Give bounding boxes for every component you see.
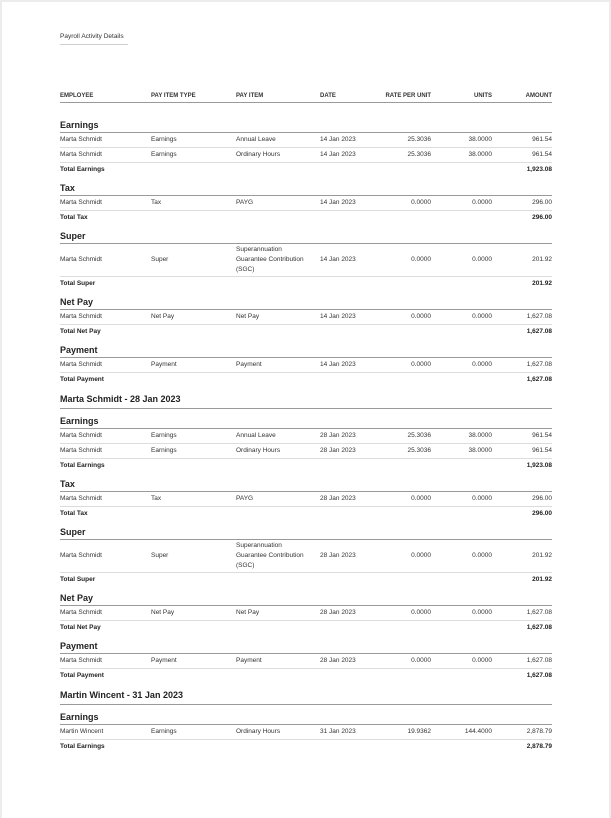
- cell-rate: 0.0000: [411, 657, 431, 664]
- cell-pay-item: Net Pay: [236, 609, 260, 616]
- cell-rate: 0.0000: [411, 256, 431, 263]
- cell-amount: 201.92: [532, 256, 552, 263]
- total-label: Total Payment: [60, 672, 104, 679]
- total-row: [60, 325, 552, 338]
- total-label: Total Net Pay: [60, 624, 101, 631]
- cell-units: 0.0000: [472, 495, 492, 502]
- cell-date: 28 Jan 2023: [320, 657, 356, 664]
- table-row: [60, 310, 552, 325]
- total-label: Total Earnings: [60, 462, 105, 469]
- group-title: Super: [60, 527, 552, 540]
- cell-units: 38.0000: [468, 447, 492, 454]
- cell-date: 28 Jan 2023: [320, 609, 356, 616]
- table-row: [60, 429, 552, 444]
- cell-units: 0.0000: [472, 199, 492, 206]
- cell-pay-item-type: Earnings: [151, 728, 177, 735]
- group-title: Super: [60, 231, 552, 244]
- cell-amount: 1,627.08: [526, 609, 552, 616]
- cell-employee: Marta Schmidt: [60, 151, 102, 158]
- total-row: [60, 163, 552, 176]
- col-pay-item-type: PAY ITEM TYPE: [151, 93, 196, 99]
- total-label: Total Payment: [60, 376, 104, 383]
- cell-rate: 0.0000: [411, 495, 431, 502]
- cell-date: 14 Jan 2023: [320, 136, 356, 143]
- cell-rate: 25.3036: [407, 447, 431, 454]
- group-title: Earnings: [60, 120, 552, 133]
- table-row: [60, 606, 552, 621]
- group-title: Earnings: [60, 416, 552, 429]
- cell-amount: 296.00: [532, 495, 552, 502]
- cell-employee: Marta Schmidt: [60, 199, 102, 206]
- report-title: Payroll Activity Details: [60, 33, 128, 45]
- total-label: Total Super: [60, 576, 96, 583]
- cell-employee: Marta Schmidt: [60, 447, 102, 454]
- cell-pay-item-type: Tax: [151, 199, 162, 206]
- cell-date: 14 Jan 2023: [320, 199, 356, 206]
- cell-employee: Marta Schmidt: [60, 136, 102, 143]
- total-row: [60, 373, 552, 386]
- cell-rate: 25.3036: [407, 432, 431, 439]
- cell-employee: Marta Schmidt: [60, 657, 102, 664]
- cell-date: 28 Jan 2023: [320, 447, 356, 454]
- table-row: [60, 358, 552, 373]
- cell-units: 38.0000: [468, 151, 492, 158]
- group-title: Tax: [60, 479, 552, 492]
- cell-pay-item-type: Earnings: [151, 151, 177, 158]
- cell-pay-item: Ordinary Hours: [236, 447, 281, 454]
- section-title: Marta Schmidt - 28 Jan 2023: [60, 394, 552, 409]
- total-amount: 201.92: [532, 280, 552, 287]
- cell-pay-item-type: Earnings: [151, 432, 177, 439]
- cell-employee: Marta Schmidt: [60, 552, 102, 559]
- total-amount: 1,627.08: [526, 624, 552, 631]
- cell-units: 0.0000: [472, 361, 492, 368]
- cell-pay-item-type: Net Pay: [151, 609, 175, 616]
- col-employee: EMPLOYEE: [60, 93, 94, 99]
- cell-employee: Marta Schmidt: [60, 361, 102, 368]
- total-amount: 1,923.08: [526, 166, 552, 173]
- cell-pay-item: Net Pay: [236, 313, 260, 320]
- total-amount: 1,923.08: [526, 462, 552, 469]
- cell-rate: 19.9362: [407, 728, 431, 735]
- total-amount: 1,627.08: [526, 672, 552, 679]
- cell-rate: 25.3036: [407, 151, 431, 158]
- cell-units: 38.0000: [468, 432, 492, 439]
- cell-pay-item-type: Net Pay: [151, 313, 175, 320]
- cell-rate: 0.0000: [411, 199, 431, 206]
- total-row: [60, 621, 552, 634]
- cell-pay-item: Annual Leave: [236, 136, 276, 143]
- total-amount: 1,627.08: [526, 376, 552, 383]
- group-title: Earnings: [60, 712, 552, 725]
- cell-pay-item: Ordinary Hours: [236, 728, 281, 735]
- group-title: Payment: [60, 641, 552, 654]
- total-row: [60, 740, 552, 753]
- cell-pay-item: PAYG: [236, 495, 254, 502]
- total-row: [60, 573, 552, 586]
- col-rate-per-unit: RATE PER UNIT: [385, 93, 431, 99]
- total-amount: 2,878.79: [526, 743, 552, 750]
- total-row: [60, 507, 552, 520]
- total-row: [60, 211, 552, 224]
- table-row: [60, 540, 552, 573]
- col-amount: AMOUNT: [525, 93, 552, 99]
- total-label: Total Tax: [60, 510, 88, 517]
- table-row: [60, 196, 552, 211]
- cell-rate: 0.0000: [411, 361, 431, 368]
- section-title: Martin Wincent - 31 Jan 2023: [60, 690, 552, 705]
- cell-pay-item: Ordinary Hours: [236, 151, 281, 158]
- cell-pay-item-type: Earnings: [151, 447, 177, 454]
- total-label: Total Earnings: [60, 166, 105, 173]
- cell-date: 28 Jan 2023: [320, 495, 356, 502]
- cell-pay-item-type: Payment: [151, 657, 177, 664]
- total-amount: 296.00: [532, 214, 552, 221]
- table-row: [60, 244, 552, 277]
- table-row: [60, 654, 552, 669]
- report-section: [60, 394, 552, 682]
- cell-pay-item: Payment: [236, 657, 262, 664]
- table-row: [60, 725, 552, 740]
- cell-pay-item-type: Super: [151, 552, 169, 559]
- cell-date: 28 Jan 2023: [320, 552, 356, 559]
- total-amount: 201.92: [532, 576, 552, 583]
- col-pay-item: PAY ITEM: [236, 93, 264, 99]
- cell-amount: 961.54: [532, 432, 552, 439]
- cell-employee: Marta Schmidt: [60, 313, 102, 320]
- cell-amount: 1,627.08: [526, 361, 552, 368]
- cell-date: 14 Jan 2023: [320, 151, 356, 158]
- cell-employee: Marta Schmidt: [60, 256, 102, 263]
- cell-pay-item: PAYG: [236, 199, 254, 206]
- report-page: [2, 2, 609, 818]
- cell-date: 31 Jan 2023: [320, 728, 356, 735]
- total-row: [60, 669, 552, 682]
- cell-amount: 1,627.08: [526, 657, 552, 664]
- cell-pay-item-type: Payment: [151, 361, 177, 368]
- cell-amount: 296.00: [532, 199, 552, 206]
- cell-pay-item: Annual Leave: [236, 432, 276, 439]
- total-amount: 296.00: [532, 510, 552, 517]
- total-label: Total Earnings: [60, 743, 105, 750]
- cell-date: 14 Jan 2023: [320, 361, 356, 368]
- cell-amount: 961.54: [532, 151, 552, 158]
- cell-pay-item: Superannuation Guarantee Contribution (SGC): [236, 246, 304, 273]
- cell-rate: 0.0000: [411, 609, 431, 616]
- cell-rate: 25.3036: [407, 136, 431, 143]
- cell-date: 28 Jan 2023: [320, 432, 356, 439]
- cell-pay-item: Superannuation Guarantee Contribution (SGC): [236, 542, 304, 569]
- cell-amount: 961.54: [532, 447, 552, 454]
- cell-units: 144.4000: [464, 728, 492, 735]
- total-label: Total Net Pay: [60, 328, 101, 335]
- cell-pay-item-type: Super: [151, 256, 169, 263]
- cell-employee: Martin Wincent: [60, 728, 104, 735]
- group-title: Payment: [60, 345, 552, 358]
- cell-pay-item-type: Earnings: [151, 136, 177, 143]
- cell-pay-item: Payment: [236, 361, 262, 368]
- cell-rate: 0.0000: [411, 552, 431, 559]
- cell-employee: Marta Schmidt: [60, 432, 102, 439]
- cell-amount: 2,878.79: [526, 728, 552, 735]
- cell-units: 38.0000: [468, 136, 492, 143]
- total-row: [60, 277, 552, 290]
- group-title: Tax: [60, 183, 552, 196]
- table-row: [60, 444, 552, 459]
- cell-amount: 201.92: [532, 552, 552, 559]
- cell-amount: 1,627.08: [526, 313, 552, 320]
- col-date: DATE: [320, 93, 336, 99]
- cell-employee: Marta Schmidt: [60, 609, 102, 616]
- cell-units: 0.0000: [472, 313, 492, 320]
- total-amount: 1,627.08: [526, 328, 552, 335]
- total-label: Total Tax: [60, 214, 88, 221]
- cell-pay-item-type: Tax: [151, 495, 162, 502]
- report-content: [60, 102, 552, 753]
- cell-units: 0.0000: [472, 256, 492, 263]
- cell-date: 14 Jan 2023: [320, 256, 356, 263]
- report-section: [60, 690, 552, 753]
- report-section: [60, 120, 552, 386]
- group-title: Net Pay: [60, 593, 552, 606]
- cell-amount: 961.54: [532, 136, 552, 143]
- group-title: Net Pay: [60, 297, 552, 310]
- cell-employee: Marta Schmidt: [60, 495, 102, 502]
- cell-units: 0.0000: [472, 657, 492, 664]
- table-row: [60, 148, 552, 163]
- table-row: [60, 133, 552, 148]
- table-row: [60, 492, 552, 507]
- cell-rate: 0.0000: [411, 313, 431, 320]
- total-row: [60, 459, 552, 472]
- total-label: Total Super: [60, 280, 96, 287]
- cell-units: 0.0000: [472, 609, 492, 616]
- col-units: UNITS: [474, 93, 492, 99]
- cell-date: 14 Jan 2023: [320, 313, 356, 320]
- cell-units: 0.0000: [472, 552, 492, 559]
